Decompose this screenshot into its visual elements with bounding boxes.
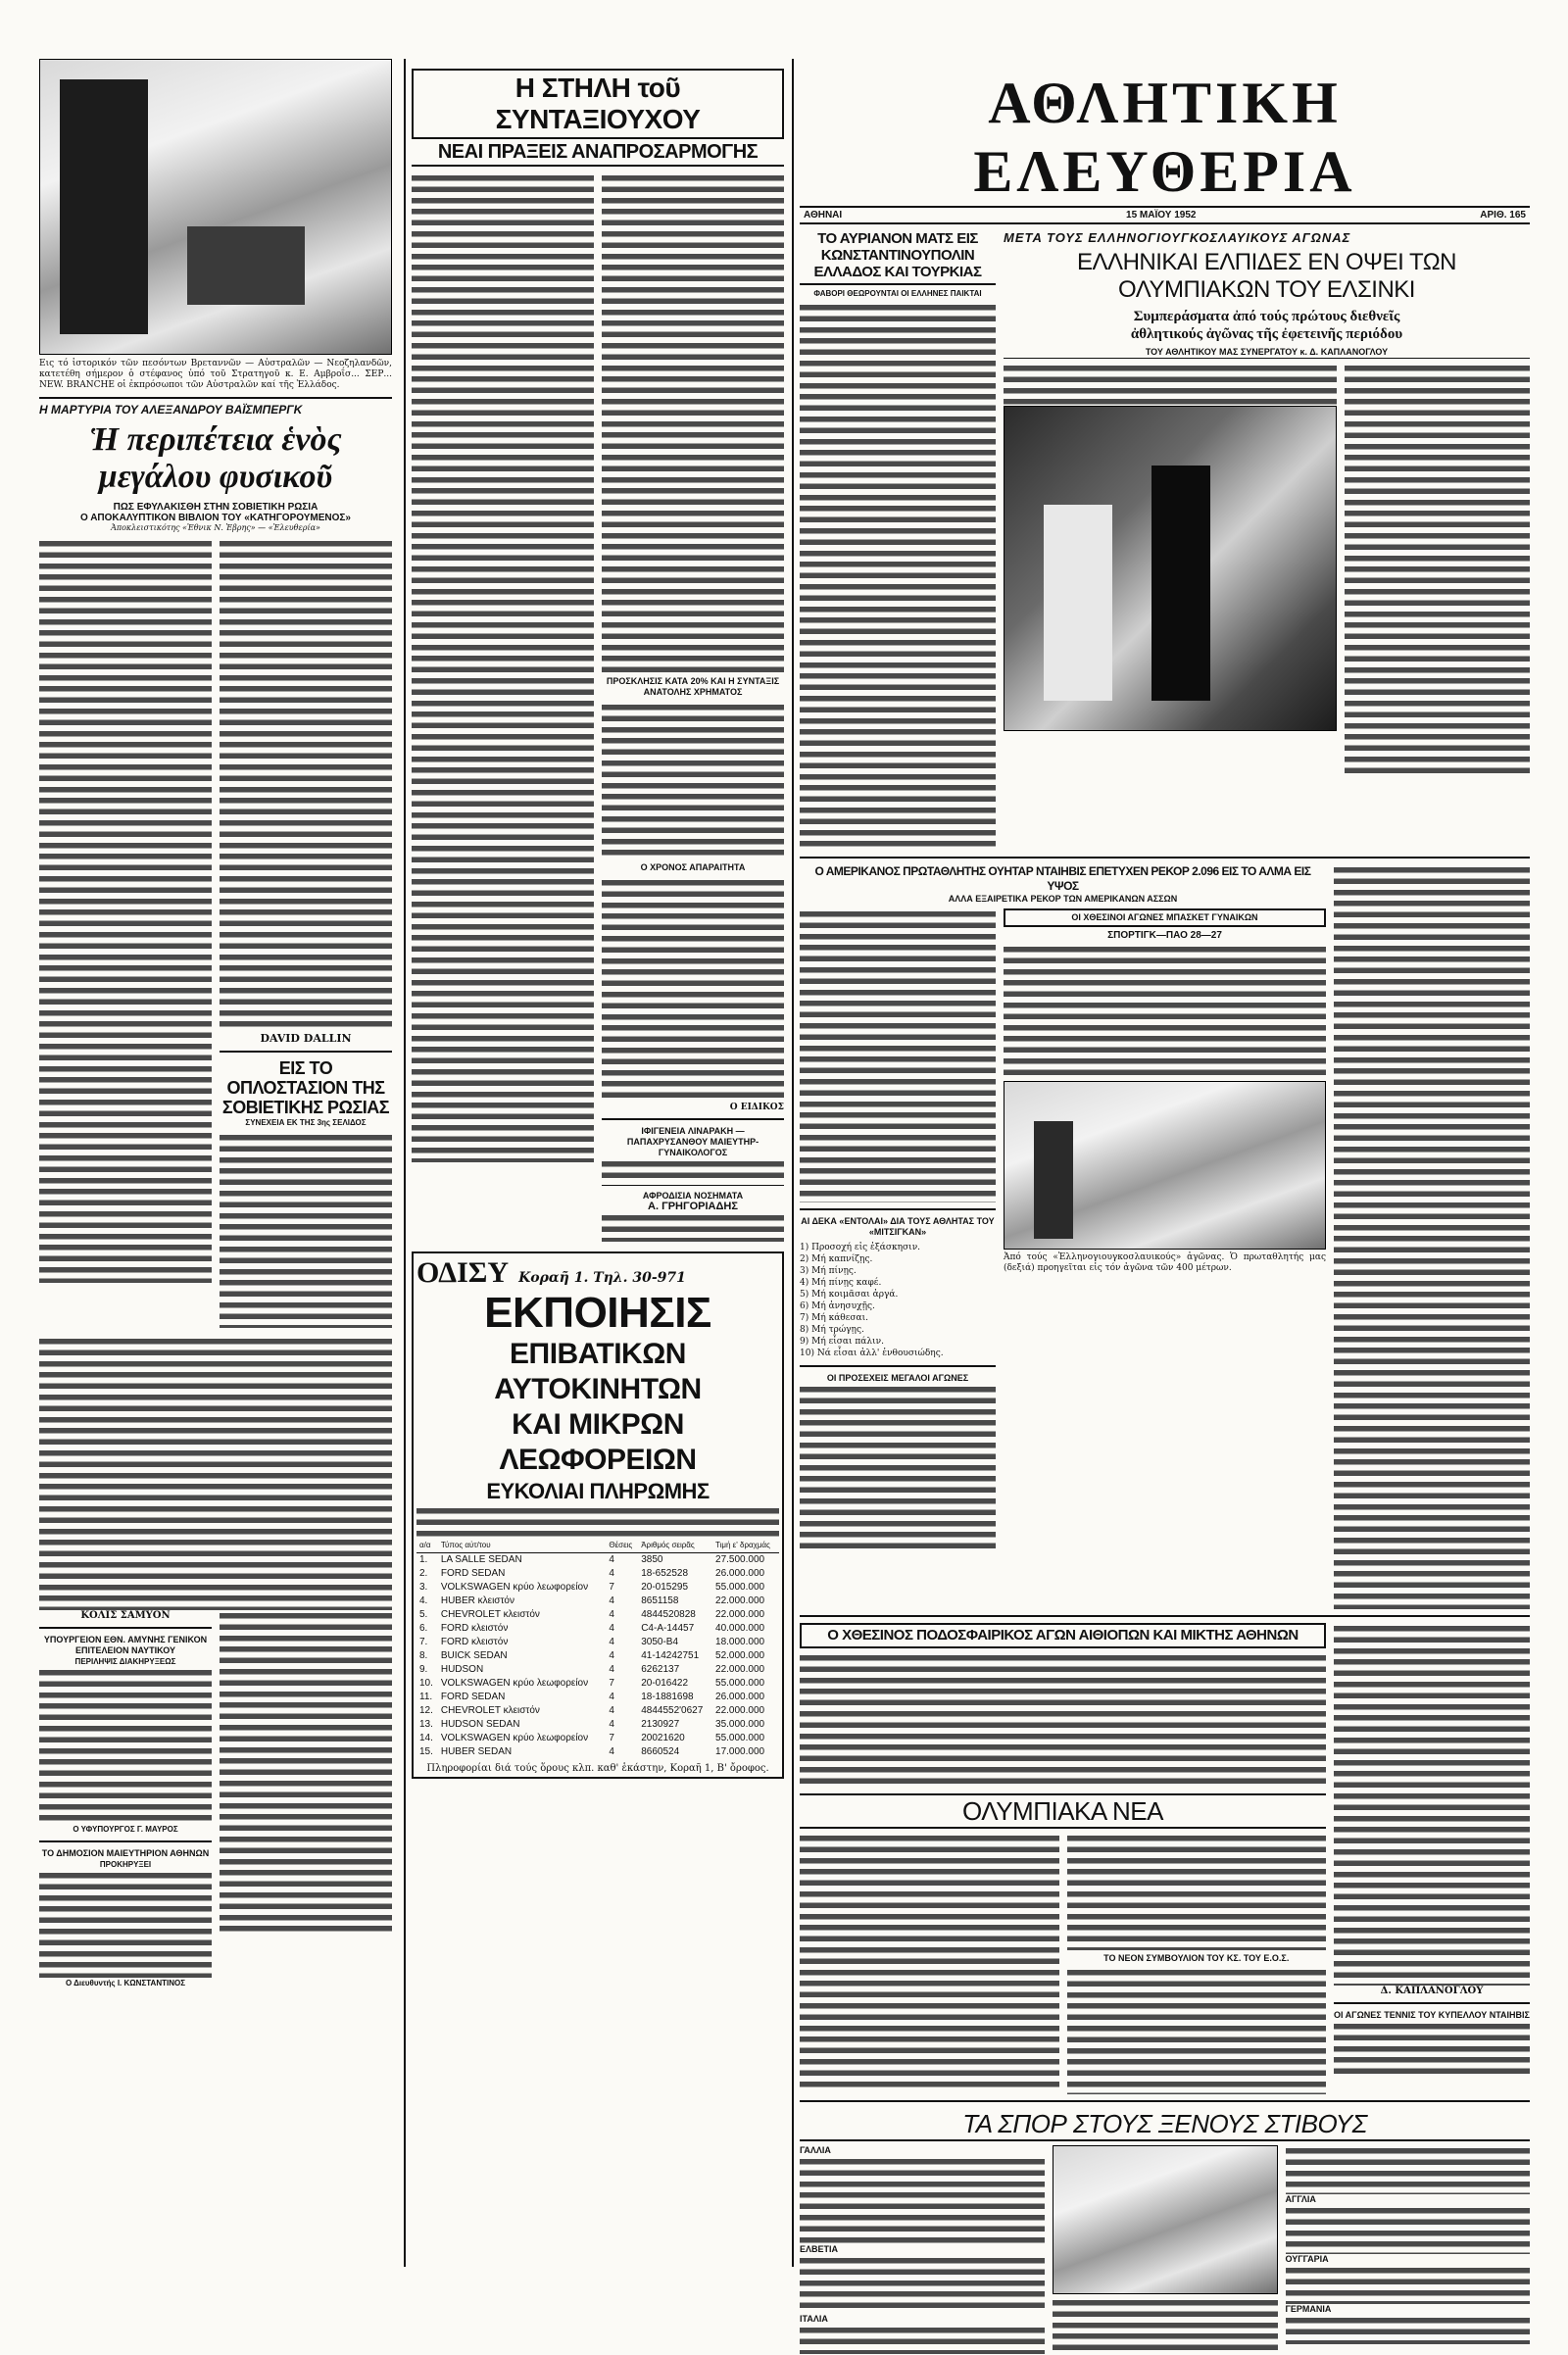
basket-title: ΟΙ ΧΘΕΣΙΝΟΙ ΑΓΩΝΕΣ ΜΠΑΣΚΕΤ ΓΥΝΑΙΚΩΝ [1071,912,1258,922]
table-cell: 4 [609,1637,614,1647]
car-sale-ad [412,1251,784,1779]
table-row [416,1732,779,1745]
table-cell: 11. [419,1692,433,1702]
table-cell: HUDSON [440,1664,484,1675]
article-body-continued [39,1336,392,1610]
list-item: 10) Νά εἶσαι ἀλλ' ἐνθουσιώδης. [800,1349,944,1358]
tennis-title: ΟΙ ΑΓΩΝΕΣ ΤΕΝΝΙΣ ΤΟΥ ΚΥΠΕΛΛΟΥ ΝΤΑΙΗΒΙΣ [1334,2010,1530,2020]
list-item: 3) Μή πίνῃς. [800,1266,857,1276]
england-body [1286,2205,1531,2254]
country-heading: ΟΥΓΓΑΡΙΑ [1285,2254,1329,2264]
table-cell: 20021620 [641,1733,685,1743]
lead-subhead-1: Συμπεράσματα ἀπό τούς πρώτους διεθνεῖς [1133,309,1400,324]
table-cell: 13. [419,1719,433,1730]
article-kicker: Η ΜΑΡΤΥΡΙΑ ΤΟΥ ΑΛΕΞΑΝΔΡΟΥ ΒΑΪΣΜΠΕΡΓΚ [39,403,303,417]
lead-kicker: ΜΕΤΑ ΤΟΥΣ ΕΛΛΗΝΟΓΙΟΥΓΚΟΣΛΑΥΙΚΟΥΣ ΑΓΩΝΑΣ [1004,230,1351,245]
list-item: 8) Μή τρώγῃς. [800,1325,864,1335]
table-header-cell: Ἀριθμός σειρᾶς [638,1539,712,1553]
lead-intro [1004,363,1337,406]
table-cell: HUBER κλειστόν [440,1595,514,1606]
notice-title: ΥΠΟΥΡΓΕΙΟΝ ΕΘΝ. ΑΜΥΝΗΣ ΓΕΝΙΚΟΝ ΕΠΙΤΕΛΕΙΟΝ ΝΑΥΤΙΚΟΥ [43,1635,208,1655]
notice-a-body [602,702,784,859]
photo-runner-shape [1034,1121,1073,1239]
photo-runner-shape-2 [1044,505,1112,701]
prosexeis-title: ΟΙ ΠΡΟΣΕΧΕΙΣ ΜΕΓΑΛΟΙ ΑΓΩΝΕΣ [826,1373,969,1383]
table-cell: 55.000.000 [715,1582,765,1593]
table-row [416,1677,779,1691]
lead-sign: Δ. ΚΑΠΛΑΝΟΓΛΟΥ [1380,1986,1484,1996]
table-cell: 35.000.000 [715,1719,765,1730]
table-cell: FORD κλειστόν [440,1623,509,1634]
foreign-photo [1053,2145,1278,2294]
table-row [416,1745,779,1759]
section-continuation: ΣΥΝΕΧΕΙΑ ΕΚ ΤΗΣ 3ης ΣΕΛΙΔΟΣ [245,1118,367,1127]
table-cell: CHEVROLET κλειστόν [440,1705,540,1716]
ad-footer: Πληροφορίαι διά τούς ὅρους κλπ. καθ' ἑκάστην, Κοραῆ 1, Β' ὄροφος. [426,1763,769,1774]
column-body-1 [412,172,594,1162]
list-item: 9) Μή εἶσαι πάλιν. [800,1337,884,1347]
table-cell: 18.000.000 [715,1637,765,1647]
entoli-headline: ΑΙ ΔΕΚΑ «ΕΝΤΟΛΑΙ» ΔΙΑ ΤΟΥΣ ΑΘΛΗΤΑΣ ΤΟΥ «ΜΙΤΣΙΓΚΑΝ» [801,1216,995,1237]
table-row [416,1649,779,1663]
symvoulion-title: ΤΟ ΝΕΟΝ ΣΥΜΒΟΥΛΙΟΝ ΤΟΥ ΚΣ. ΤΟΥ Ε.Ο.Σ. [1103,1953,1290,1963]
doctor-2-info [602,1212,784,1242]
ad-brand: ΟΔΙΣΥ [416,1256,510,1289]
table-cell: 20-016422 [641,1678,689,1689]
table-row [416,1704,779,1718]
table-cell: 4844520828 [641,1609,696,1620]
table-cell: 7 [609,1733,614,1743]
table-cell: 18-1881698 [641,1692,694,1702]
car-list-table [416,1539,779,1759]
list-item: 4) Μή πίνῃς καφέ. [800,1278,882,1288]
foreign-body [1286,2145,1531,2194]
column-rule [792,59,794,2267]
masthead-meta [800,206,1530,224]
table-cell: 4844552'0627 [641,1705,704,1716]
table-cell: CHEVROLET κλειστόν [440,1609,540,1620]
switzerland-body [800,2255,1045,2314]
football-headline: Ο ΧΘΕΣΙΝΟΣ ΠΟΔΟΣΦΑΙΡΙΚΟΣ ΑΓΩΝ ΑΙΘΙΟΠΩΝ ΚΑΙ ΜΙΚΤΗΣ ΑΘΗΝΩΝ [800,1623,1326,1648]
column-headline: ΝΕΑΙ ΠΡΑΞΕΙΣ ΑΝΑΠΡΟΣΑΡΜΟΓΗΣ [412,139,784,167]
table-cell: 6. [419,1623,428,1634]
table-cell: 3050-B4 [641,1637,679,1647]
article-subhead: Ο ΑΠΟΚΑΛΥΠΤΙΚΟΝ ΒΙΒΛΙΟΝ ΤΟΥ «ΚΑΤΗΓΟΡΟΥΜΕΝΟΣ» [80,513,351,523]
table-cell: VOLKSWAGEN κρύο λεωφορείον [440,1733,589,1743]
masthead: ΑΘΛΗΤΙΚΗ ΕΛΕΥΘΕΡΙΑ [973,71,1356,204]
table-row [416,1636,779,1649]
dateline-place: ΑΘΗΝΑΙ [804,210,843,221]
notice2-body [39,1870,212,1978]
record-body [800,908,996,1202]
notice-b-sign: Ο ΕΙΔΙΚΟΣ [729,1103,784,1112]
column-body-2 [602,172,784,672]
photo-wreath-shape [187,226,305,305]
table-cell: 2. [419,1568,428,1579]
article-body-col-2 [220,538,392,1028]
doctor-1: ΙΦΙΓΕΝΕΙΑ ΛΙΝΑΡΑΚΗ — ΠΑΠΑΧΡΥΣΑΝΘΟΥ ΜΑΙΕΥΤΗΡ-ΓΥΝΑΙΚΟΛΟΓΟΣ [626,1126,760,1157]
country-heading: ΑΓΓΛΙΑ [1285,2194,1316,2204]
table-row [416,1553,779,1568]
table-cell: 20-015295 [641,1582,689,1593]
table-header-cell: α/α [416,1539,438,1553]
basket-score: ΣΠΟΡΤΙΓΚ—ΠΑΟ 28—27 [1107,930,1222,941]
article-body-col-1 [39,538,212,1283]
table-body [416,1553,779,1760]
foreign-sports-headline: ΤΑ ΣΠΟΡ ΣΤΟΥΣ ΞΕΝΟΥΣ ΣΤΙΒΟΥΣ [800,2108,1530,2141]
country-heading: ΓΑΛΛΙΑ [800,2145,831,2155]
left-column-body-end [220,1610,392,1934]
table-cell: 7 [609,1582,614,1593]
table-cell: 2130927 [641,1719,680,1730]
table-cell: 14. [419,1733,433,1743]
lead-body-1 [1345,363,1530,774]
olympic-body-2 [1067,1833,1327,1950]
table-cell: BUICK SEDAN [440,1650,508,1661]
table-cell: 17.000.000 [715,1746,765,1757]
column-title: Η ΣΤΗΛΗ τοῦ ΣΥΝΤΑΞΙΟΥΧΟΥ [495,73,701,134]
table-cell: 8. [419,1650,428,1661]
entoli-list [800,1242,996,1359]
table-cell: 40.000.000 [715,1623,765,1634]
memorial-photo [39,59,392,355]
lead-headline: ΕΛΛΗΝΙΚΑΙ ΕΛΠΙΔΕΣ ΕΝ ΟΨΕΙ ΤΩΝ ΟΛΥΜΠΙΑΚΩΝ ΤΟΥ ΕΛΣΙΝΚΙ [1077,249,1456,303]
table-header-cell: Τύπος αὐτ/του [438,1539,607,1553]
table-cell: 22.000.000 [715,1609,765,1620]
article-credit: Ἀποκλειστικότης «Ἐθνικ Ν. Ἑβρης» — «Ἐλευθερία» [111,523,320,532]
italy-body [800,2325,1045,2354]
photo-figure-shape [60,79,148,334]
table-cell: 4 [609,1568,614,1579]
list-item: 1) Προσοχή εἰς ἐξάσκησιν. [800,1243,921,1252]
photo-runner-shape [1152,466,1210,701]
race-photo [1004,1081,1326,1250]
notice-subtitle: ΠΕΡΙΛΗΨΙΣ ΔΙΑΚΗΡΥΞΕΩΣ [74,1657,176,1666]
table-cell: 22.000.000 [715,1595,765,1606]
article-byline: DAVID DALLIN [260,1032,352,1045]
table-cell: 8660524 [641,1746,680,1757]
list-item: 6) Μή ἀνησυχῇς. [800,1301,875,1311]
table-cell: 4 [609,1623,614,1634]
table-header-row [416,1539,779,1553]
table-row [416,1581,779,1595]
table-cell: FORD SEDAN [440,1568,506,1579]
left-column [39,59,392,2345]
dateline-date: 15 ΜΑΪΟΥ 1952 [1126,210,1197,221]
table-cell: 26.000.000 [715,1568,765,1579]
table-cell: 4 [609,1595,614,1606]
signature: ΚΟΛΙΣ ΣΑΜΥΟΝ [80,1610,171,1621]
table-cell: 4 [609,1692,614,1702]
table-cell: 22.000.000 [715,1705,765,1716]
table-cell: 18-652528 [641,1568,689,1579]
ad-title-line3: ΚΑΙ ΜΙΚΡΩΝ ΛΕΩΦΟΡΕΙΩΝ [499,1408,697,1476]
table-cell: C4-A-14457 [641,1623,695,1634]
list-item: 7) Μή κάθεσαι. [800,1313,868,1323]
table-cell: HUBER SEDAN [440,1746,513,1757]
table-cell: 10. [419,1678,433,1689]
table-cell: 9. [419,1664,428,1675]
notice-b-body [602,877,784,1103]
table-row [416,1663,779,1677]
country-heading: ΕΛΒΕΤΙΑ [800,2244,839,2254]
table-cell: 4 [609,1705,614,1716]
basket-body [1004,944,1326,1081]
table-cell: 27.500.000 [715,1554,765,1565]
table-cell: HUDSON SEDAN [440,1719,520,1730]
notice2-sign: Ο Διευθυντής Ι. ΚΩΝΣΤΑΝΤΙΝΟΣ [65,1979,186,1987]
table-cell: 3. [419,1582,428,1593]
doctor-1-info [602,1158,784,1180]
section-title: ΕΙΣ ΤΟ ΟΠΛΟΣΤΑΣΙΟΝ ΤΗΣ ΣΟΒΙΕΤΙΚΗΣ ΡΩΣΙΑΣ [221,1058,390,1117]
football-body [800,1652,1326,1790]
table-cell: 4 [609,1650,614,1661]
table-cell: VOLKSWAGEN κρύο λεωφορείον [440,1678,589,1689]
lead-body-end [1334,1623,1530,1986]
hungary-body [1286,2265,1531,2304]
table-cell: 5. [419,1609,428,1620]
notice-sign: Ο ΥΦΥΠΟΥΡΓΟΣ Γ. ΜΑΥΡΟΣ [73,1825,178,1834]
table-cell: LA SALLE SEDAN [440,1554,522,1565]
sports-lead [1004,230,1530,851]
notice-b-title: Ο ΧΡΟΝΟΣ ΑΠΑΡΑΙΤΗΤΑ [640,862,746,872]
olympic-headline: ΟΛΥΜΠΙΑΚΑ ΝΕΑ [800,1793,1326,1829]
notice-body [39,1667,212,1824]
france-body [800,2156,1045,2244]
middle-column [412,69,784,2355]
table-cell: 4. [419,1595,428,1606]
table-cell: FORD SEDAN [440,1692,506,1702]
ad-title-line2: ΕΠΙΒΑΤΙΚΩΝ ΑΥΤΟΚΙΝΗΤΩΝ [494,1338,702,1405]
table-cell: 6262137 [641,1664,680,1675]
table-row [416,1595,779,1608]
lead-byline: ΤΟΥ ΑΘΛΗΤΙΚΟΥ ΜΑΣ ΣΥΝΕΡΓΑΤΟΥ κ. Δ. ΚΑΠΛΑΝΟΓΛΟΥ [1004,347,1530,359]
photo-caption: Εις τό ἱστορικόν τῶν πεσόντων Βρεταννῶν — Αὐστραλῶν — Νεοζηλανδῶν, κατετέθη σήμερον ὁ στέφανος ὑπό τοῦ Στρατηγοῦ κ. Ε. Αμβροΐσ... ΣΕΡ... ΝΕW. BRANCHE οἱ ἐκπρόσωποι τῶν Αὐστραλῶν καί τῆς Ἑλλάδος. [39,359,392,390]
table-cell: 4 [609,1664,614,1675]
sports-section [800,69,1530,2355]
prosexeis-body [800,1384,996,1550]
table-cell: 4 [609,1746,614,1757]
table-cell: 8651158 [641,1595,679,1606]
doctor-2-title: ΑΦΡΟΔΙΣΙΑ ΝΟΣΗΜΑΤΑ [642,1191,744,1201]
record-headline: Ο ΑΜΕΡΙΚΑΝΟΣ ΠΡΩΤΑΘΛΗΤΗΣ ΟΥΗΤΑΡ ΝΤΑΙΗΒΙΣ ΕΠΕΤΥΧΕΝ ΡΕΚΟΡ 2.096 ΕΙΣ ΤΟ ΑΛΜΑ ΕΙΣ ΥΨΟΣ [814,864,1311,893]
country-heading: ΙΤΑΛΙΑ [800,2314,828,2324]
notice2-title: ΤΟ ΔΗΜΟΣΙΟΝ ΜΑΙΕΥΤΗΡΙΟΝ ΑΘΗΝΩΝ [41,1848,210,1858]
table-row [416,1608,779,1622]
athletes-photo [1004,406,1337,731]
list-item: 2) Μή καπνίζῃς. [800,1254,873,1264]
table-cell: 7. [419,1637,428,1647]
table-cell: 12. [419,1705,433,1716]
issue-number: ΑΡΙΘ. 165 [1480,210,1526,221]
section-body [220,1132,392,1328]
table-row [416,1622,779,1636]
olympic-body-1 [800,1833,1059,2087]
table-cell: 4 [609,1609,614,1620]
foreign-photo-caption [1053,2297,1278,2355]
table-cell: 22.000.000 [715,1664,765,1675]
ad-title: ΕΚΠΟΙΗΣΙΣ [484,1289,711,1337]
list-item: 5) Μή κοιμᾶσαι ἀργά. [800,1290,899,1300]
notice-a-title: ΠΡΟΣΚΛΗΣΙΣ ΚΑΤΑ 20% ΚΑΙ Η ΣΥΝΤΑΞΙΣ ΑΝΑΤΟΛΗΣ ΧΡΗΜΑΤΟΣ [606,676,780,697]
record-subhead: ΑΛΛΑ ΕΞΑΙΡΕΤΙΚΑ ΡΕΚΟΡ ΤΩΝ ΑΜΕΡΙΚΑΝΩΝ ΑΣΣΩΝ [948,894,1178,904]
article-headline: Ἡ περιπέτεια ἑνὸς μεγάλου φυσικοῦ [89,421,342,495]
table-cell: 55.000.000 [715,1733,765,1743]
germany-body [1286,2315,1531,2344]
table-header-cell: Τιμή ε' δραχμάς [712,1539,779,1553]
column-rule [404,59,406,2267]
table-row [416,1691,779,1704]
table-cell: 52.000.000 [715,1650,765,1661]
table-row [416,1718,779,1732]
notice2-subtitle: ΠΡΟΚΗΡΥΞΕΙ [99,1860,152,1869]
ad-address: Κοραῆ 1. Τηλ. 30-971 [518,1270,686,1286]
table-cell: 15. [419,1746,433,1757]
lead-subhead-2: ἀθλητικούς ἀγῶνας τῆς ἐφετεινῆς περιόδου [1130,326,1403,342]
match-headline: ΤΟ ΑΥΡΙΑΝΟΝ ΜΑΤΣ ΕΙΣ ΚΩΝΣΤΑΝΤΙΝΟΥΠΟΛΙΝ ΕΛΛΑΔΟΣ ΚΑΙ ΤΟΥΡΚΙΑΣ [800,230,996,285]
table-cell: 26.000.000 [715,1692,765,1702]
sports-left-column [800,230,996,851]
race-photo-caption: Ἀπό τούς «Ἑλληνογιουγκοσλαυικούς» ἀγῶνας. Ὁ πρωταθλητής μας (δεξιά) προηγεῖται εἰς τόν ἀγῶνα τῶν 400 μέτρων. [1004,1252,1326,1273]
country-heading: ΓΕΡΜΑΝΙΑ [1285,2304,1332,2314]
match-subhead: ΦΑΒΟΡΙ ΘΕΩΡΟΥΝΤΑΙ ΟΙ ΕΛΛΗΝΕΣ ΠΑΙΚΤΑΙ [813,289,982,298]
table-cell: 1. [419,1554,428,1565]
table-header-cell: Θέσεις [606,1539,638,1553]
table-cell: 7 [609,1678,614,1689]
ad-terms: ΕΥΚΟΛΙΑΙ ΠΛΗΡΩΜΗΣ [486,1479,710,1503]
doctor-2-name: Α. ΓΡΗΓΟΡΙΑΔΗΣ [648,1201,738,1212]
table-cell: 4 [609,1719,614,1730]
table-cell: VOLKSWAGEN κρύο λεωφορείον [440,1582,589,1593]
ad-intro-text [416,1505,779,1539]
article-subhead: ΠΩΣ ΕΦΥΛΑΚΙΣΘΗ ΣΤΗΝ ΣΟΒΙΕΤΙΚΗ ΡΩΣΙΑ [113,502,318,513]
table-cell: 55.000.000 [715,1678,765,1689]
match-body [800,302,996,851]
lead-body-continued [1334,864,1530,1609]
table-cell: 3850 [641,1554,663,1565]
table-row [416,1567,779,1581]
symvoulion-body [1067,1967,1327,2094]
table-cell: 41-14242751 [641,1650,700,1661]
table-cell: 4 [609,1554,614,1565]
table-cell: FORD κλειστόν [440,1637,509,1647]
tennis-body [1334,2021,1530,2080]
